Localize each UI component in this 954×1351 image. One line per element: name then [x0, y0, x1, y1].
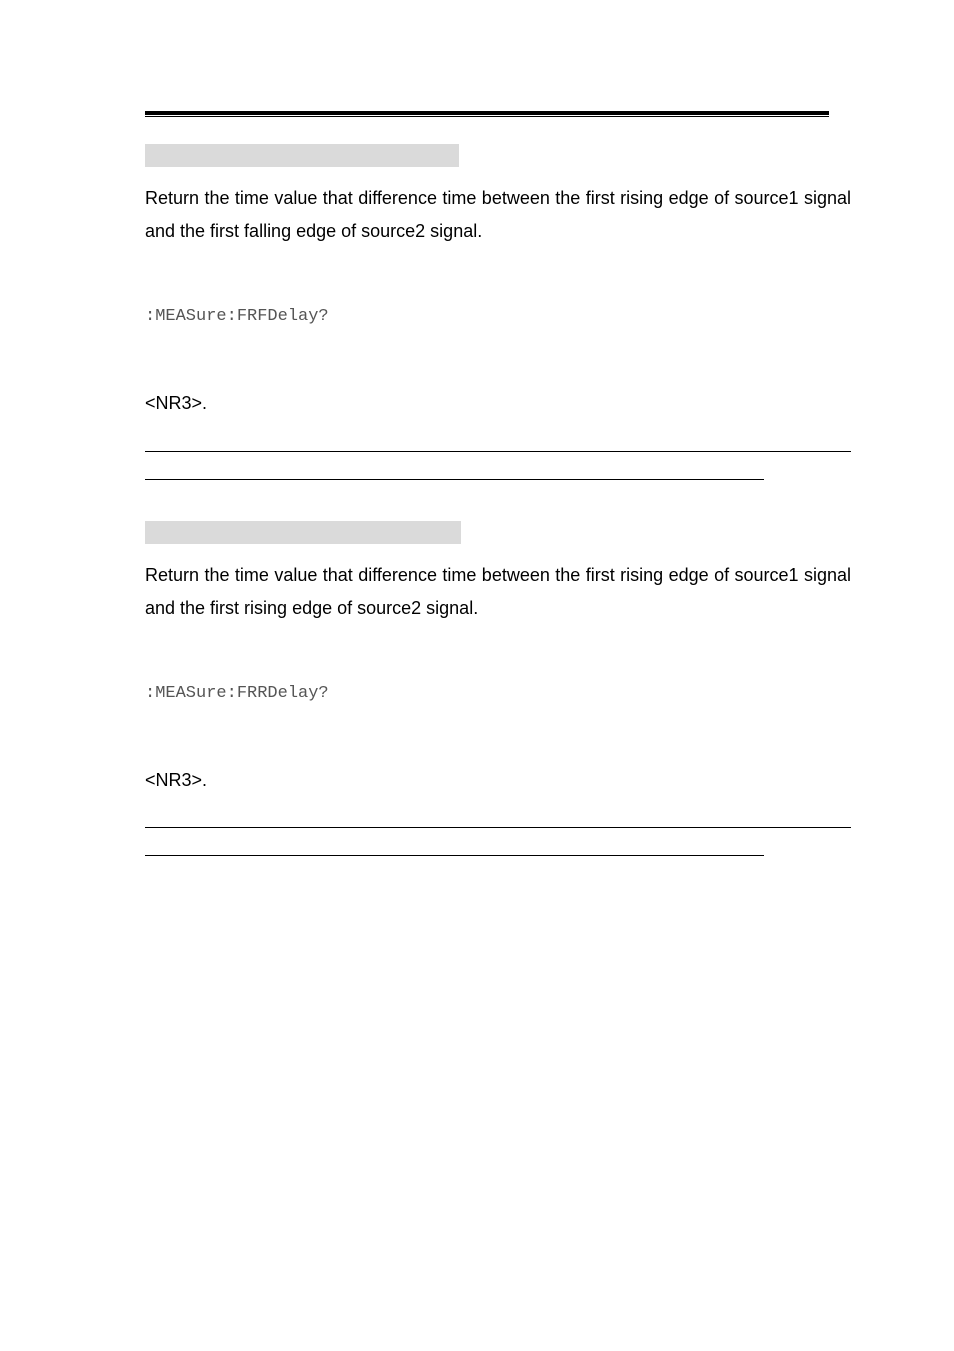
example-rule	[145, 479, 764, 480]
return-format: <NR3>.	[145, 770, 208, 790]
command-syntax: :MEASure:FRFDelay?	[145, 307, 329, 326]
command-syntax: :MEASure:FRRDelay?	[145, 684, 329, 703]
example-rule	[145, 451, 851, 452]
example-rule	[145, 827, 851, 828]
command-heading-bar	[145, 144, 459, 167]
header-rule-thin	[145, 116, 829, 117]
command-description: Return the time value that difference time between the first rising edge of source1 signal and the first falling edge of source2 signal.	[145, 188, 851, 241]
command-heading-bar	[145, 521, 461, 544]
return-format: <NR3>.	[145, 393, 208, 413]
example-rule	[145, 855, 764, 856]
command-description: Return the time value that difference time between the first rising edge of source1 signal and the first rising edge of source2 signal.	[145, 565, 851, 618]
header-rule-thick	[145, 111, 829, 115]
